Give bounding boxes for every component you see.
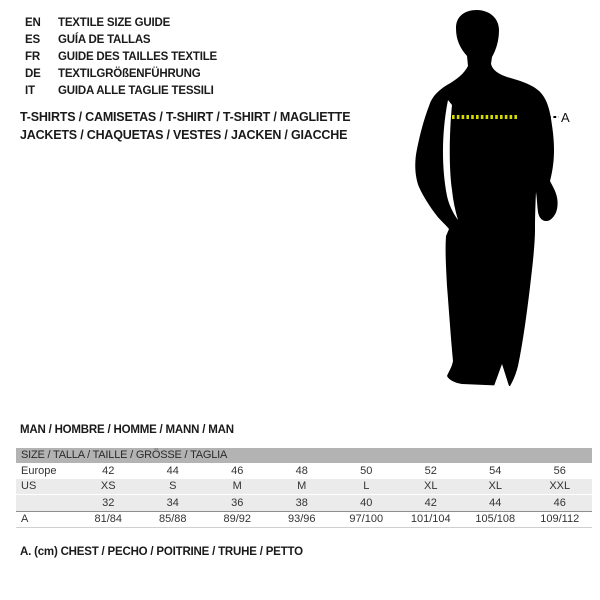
table-cell: 93/96 — [287, 513, 316, 525]
table-cell: 56 — [553, 465, 566, 477]
language-code: ES — [25, 33, 40, 46]
table-cell: 97/100 — [349, 513, 384, 525]
category-line-tshirts: T-SHIRTS / CAMISETAS / T-SHIRT / T-SHIRT / MAGLIETTE — [20, 110, 351, 124]
table-cell: M — [297, 480, 307, 492]
table-cell: 48 — [295, 465, 308, 477]
language-row — [25, 31, 217, 48]
row-label — [16, 495, 76, 511]
language-list — [25, 14, 217, 99]
section-title-man: MAN / HOMBRE / HOMME / MANN / MAN — [20, 424, 234, 436]
language-label: GUIDE DES TAILLES TEXTILE — [58, 50, 217, 63]
category-line-jackets: JACKETS / CHAQUETAS / VESTES / JACKEN / GIACCHE — [20, 128, 348, 142]
table-cell: 109/112 — [540, 513, 580, 525]
table-cell: 34 — [166, 497, 179, 509]
row-label: US — [21, 480, 37, 492]
table-cell: 50 — [360, 465, 373, 477]
language-row — [25, 14, 217, 31]
table-cell: 52 — [424, 465, 437, 477]
language-code: EN — [25, 16, 41, 29]
table-cell: XL — [424, 480, 438, 492]
language-label: TEXTILE SIZE GUIDE — [58, 16, 171, 29]
language-row — [25, 82, 217, 99]
table-cell: M — [232, 480, 242, 492]
table-row-chest-cm — [16, 511, 592, 528]
table-row-europe — [16, 463, 592, 479]
category-heading — [20, 108, 350, 144]
table-cell: 36 — [231, 497, 244, 509]
man-silhouette — [415, 10, 557, 386]
table-cell: 46 — [231, 465, 244, 477]
table-cell: 40 — [360, 497, 373, 509]
table-row-us — [16, 479, 592, 495]
language-code: FR — [25, 50, 40, 63]
table-cell: XXL — [549, 480, 571, 492]
table-cell: 42 — [102, 465, 115, 477]
language-code: IT — [25, 84, 35, 97]
table-cell: 105/108 — [475, 513, 516, 525]
size-table — [16, 448, 592, 528]
language-label: GUÍA DE TALLAS — [58, 33, 151, 46]
table-cell: XS — [100, 480, 116, 492]
table-cell: 32 — [102, 497, 115, 509]
row-label: Europe — [21, 465, 57, 477]
table-cell: 101/104 — [410, 513, 451, 525]
table-cell: 81/84 — [94, 513, 123, 525]
table-row-us-numeric — [16, 495, 592, 511]
language-row — [25, 48, 217, 65]
measurement-label-a: A — [561, 110, 570, 125]
language-row — [25, 65, 217, 82]
table-cell: 38 — [295, 497, 308, 509]
table-cell: 42 — [424, 497, 437, 509]
table-cell: 89/92 — [223, 513, 252, 525]
table-cell: 46 — [553, 497, 566, 509]
table-cell: 44 — [166, 465, 179, 477]
language-label: GUIDA ALLE TAGLIE TESSILI — [58, 84, 214, 97]
row-label: A — [21, 513, 29, 525]
table-cell: XL — [488, 480, 502, 492]
language-label: TEXTILGRÖßENFÜHRUNG — [58, 67, 201, 80]
man-silhouette-figure — [405, 5, 575, 395]
table-cell: 44 — [489, 497, 502, 509]
language-code: DE — [25, 67, 41, 80]
footnote-chest-measure: A. (cm) CHEST / PECHO / POITRINE / TRUHE / PETTO — [20, 546, 303, 558]
table-header: SIZE / TALLA / TAILLE / GRÖSSE / TAGLIA — [16, 448, 592, 463]
table-cell: S — [169, 480, 177, 492]
table-cell: 54 — [489, 465, 502, 477]
table-cell: 85/88 — [158, 513, 187, 525]
table-cell: L — [363, 480, 370, 492]
